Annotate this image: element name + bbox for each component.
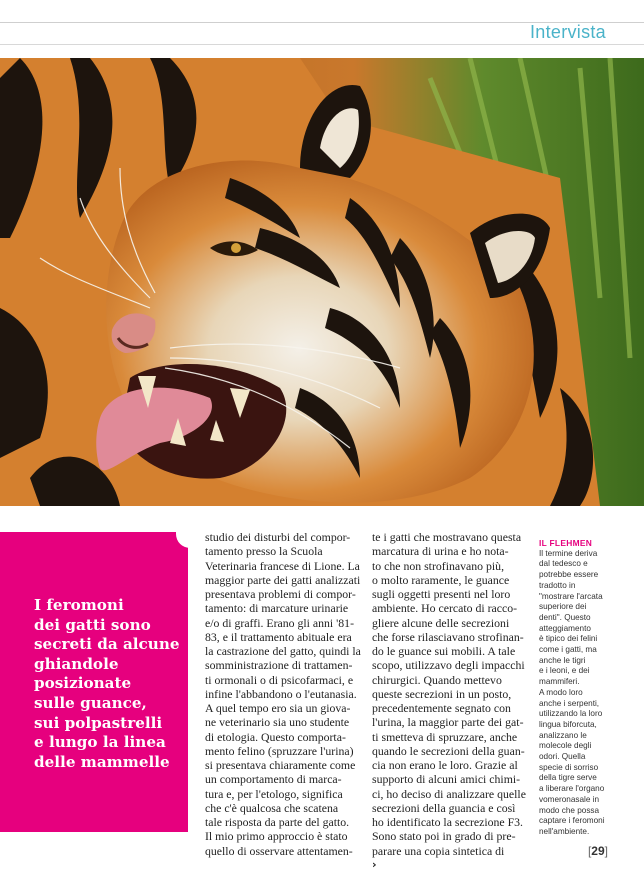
section-label: Intervista: [529, 22, 606, 42]
body-line-last: [372, 844, 530, 873]
body-line: tamento presso la Scuola: [205, 544, 323, 559]
article-column-1: [205, 530, 363, 858]
body-line: quando le secrezioni della guan-: [372, 743, 525, 758]
sidebar-line: è tipico dei felini: [539, 634, 598, 644]
body-line: ho identificato la secrezione F3.: [372, 815, 524, 829]
body-line: do le guance sui mobili. A tale: [372, 644, 516, 658]
pull-quote-line: sui polpastrelli: [34, 713, 163, 732]
body-line: 83, e il trattamento abituale era: [205, 629, 352, 644]
body-line: e/o di graffi. Erano gli anni '81-: [205, 615, 354, 630]
sidebar-line: A modo loro: [539, 687, 583, 697]
body-line: ne veterinario sia uno studente: [205, 715, 350, 730]
body-line: te i gatti che mostravano questa: [372, 530, 522, 544]
body-line: Sono stato poi in grado di pre-: [372, 829, 516, 844]
page-number-value: 29: [591, 844, 605, 858]
pull-quote-line: delle mammelle: [34, 752, 170, 771]
body-line: tamento: di marcature urinarie: [205, 601, 349, 616]
sidebar-line: utilizzando la loro: [539, 709, 603, 719]
sidebar-line: a liberare l'organo: [539, 784, 605, 794]
page-number: [29]: [587, 844, 608, 858]
body-line: Veterinaria francese di Lione. La: [205, 558, 360, 573]
body-line: chirurgici. Quando mettevo: [372, 672, 502, 687]
body-line: si presentava chiaramente come: [205, 758, 356, 772]
body-line: to che non strofinavano più,: [372, 558, 505, 573]
article-column-2: [372, 530, 530, 872]
body-line: Il mio primo approccio è stato: [205, 829, 348, 844]
body-line: somministrazione di trattamen-: [205, 658, 353, 673]
body-line: che c'è qualcosa che scatena: [205, 800, 339, 815]
sidebar-line: come i gatti, ma: [539, 645, 597, 655]
body-line: marcatura di urina e ho nota-: [372, 544, 509, 559]
body-line: scopo, utilizzavo degli impacchi: [372, 658, 525, 673]
header-rule: [0, 44, 644, 45]
sidebar-line: mammiferi.: [539, 677, 580, 687]
sidebar-line: denti". Questo: [539, 612, 591, 622]
body-line: ti smetteva di spruzzare, anche: [372, 729, 518, 744]
body-line: tura e, per l'etologo, significa: [205, 786, 343, 801]
body-line: la castrazione del gatto, quindi la: [205, 644, 361, 658]
body-line: queste secrezioni in un posto,: [372, 686, 512, 701]
sidebar-line: nell'ambiente.: [539, 826, 590, 836]
sidebar-line: Il termine deriva: [539, 548, 598, 558]
sidebar-line: lingua biforcuta,: [539, 719, 597, 729]
body-line: mento felino (spruzzare l'urina): [205, 743, 354, 758]
pull-quote-line: ghiandole: [34, 654, 119, 673]
sidebar-box: [539, 538, 617, 838]
body-line: gliere alcune delle secrezioni: [372, 615, 510, 630]
sidebar-line: specie di sorriso: [539, 762, 599, 772]
pull-quote-line: e lungo la linea: [34, 733, 166, 752]
sidebar-line: vomeronasale in: [539, 794, 600, 804]
body-line: ci, ho deciso di analizzare quelle: [372, 786, 526, 801]
sidebar-line: potrebbe essere: [539, 570, 599, 580]
sidebar-line: e i leoni, e dei: [539, 666, 590, 676]
sidebar-line: "mostrare l'arcata: [539, 591, 603, 601]
sidebar-line: dal tedesco e: [539, 559, 588, 569]
body-line: sugli oggetti presenti nel loro: [372, 587, 511, 601]
body-line: ambiente. Ho cercato di racco-: [372, 601, 518, 616]
sidebar-line: captare i feromoni: [539, 816, 605, 826]
body-line: ti ormonali o di psicofarmaci, e: [205, 672, 354, 687]
body-line-text: parare una copia sintetica di: [372, 843, 505, 858]
body-line: quello di osservare attentamen-: [205, 843, 353, 858]
sidebar-line: odori. Quella: [539, 752, 586, 762]
body-line: maggior parte dei gatti analizzati: [205, 572, 361, 587]
body-line: supporto di alcuni amici chimi-: [372, 772, 521, 787]
body-line: infine l'abbandono o l'eutanasia.: [205, 686, 357, 701]
sidebar-line: superiore dei: [539, 602, 587, 612]
body-line: precedentemente segnato con: [372, 701, 511, 715]
body-line: un comportamento di marca-: [205, 772, 342, 787]
sidebar-line: anche le tigri: [539, 655, 586, 665]
sidebar-line: della tigre serve: [539, 773, 597, 783]
body-line: l'urina, la maggior parte dei gat-: [372, 715, 524, 730]
sidebar-line: tradotto in: [539, 580, 576, 590]
pull-quote-line: dei gatti sono: [34, 615, 151, 634]
pull-quote: [34, 596, 180, 772]
sidebar-line: molecole degli: [539, 741, 592, 751]
sidebar-line: modo che possa: [539, 805, 600, 815]
sidebar-line: atteggiamento: [539, 623, 591, 633]
body-line: studio dei disturbi del compor-: [205, 530, 351, 544]
pull-quote-line: sulle guance,: [34, 693, 147, 712]
sidebar-line: analizzano le: [539, 730, 587, 740]
body-line: o molto raramente, le guance: [372, 572, 510, 587]
pull-quote-line: secreti da alcune: [34, 635, 180, 654]
body-line: secrezioni della guancia e così: [372, 800, 516, 815]
sidebar-heading: IL FLEHMEN: [539, 538, 593, 548]
pull-quote-line: I feromoni: [34, 596, 124, 614]
body-line: tale risposta da parte del gatto.: [205, 815, 350, 829]
body-line: cia non erano le loro. Grazie al: [372, 758, 518, 772]
body-line: presentava problemi di compor-: [205, 587, 356, 601]
body-line: A quel tempo ero sia un giova-: [205, 701, 351, 715]
tiger-photo: [0, 58, 644, 506]
continue-arrow-icon: ›: [372, 857, 377, 871]
sidebar-line: anche i serpenti,: [539, 698, 600, 708]
pull-quote-line: posizionate: [34, 674, 132, 693]
body-line: che forse rilasciavano strofinan-: [372, 629, 524, 644]
body-line: di etologia. Questo comporta-: [205, 729, 346, 744]
